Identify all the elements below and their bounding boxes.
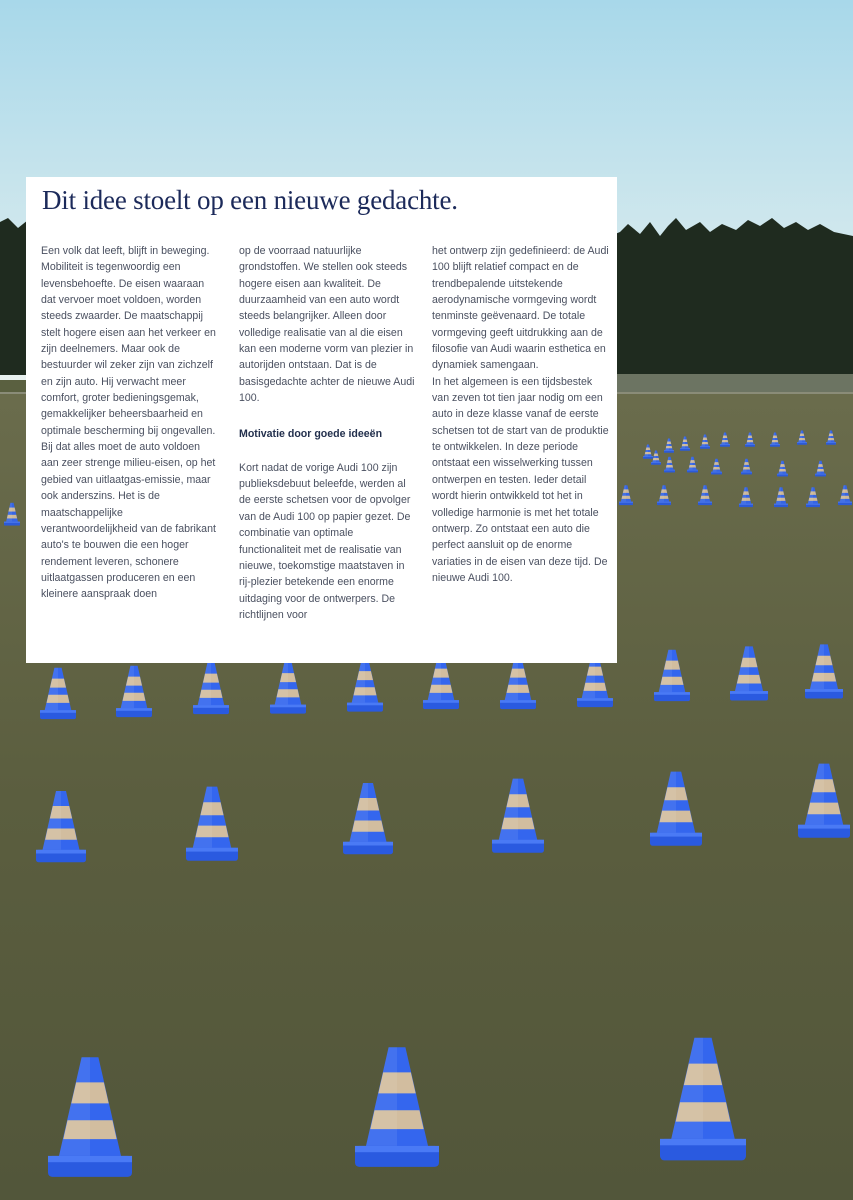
column1-text: Een volk dat leeft, blijft in beweging. Mobiliteit is tegenwoordig een levensbehoefte. De eisen waaraan dat vervoer moet voldoen, worden steeds zwaarder. De maatschappij stelt hogere eisen aan het verkeer en zijn deelnemers. Maar ook de bestuurder wil zeker zijn van zichzelf en zijn auto. Hij verwacht meer comfort, groter bedieningsgemak, gemakkelijker beheersbaarheid en optimale bescherming bij ongevallen. Bij dat alles moet de auto voldoen aan zeer strenge milieu-eisen, op het gebied van uitlaatgas-emissie, maar ook anderszins. Het is de maatschappelijke verantwoordelijkheid van de fabrikant auto's te bouwen die een hoger rendement leveren, schonere uitlaatgassen produceren en een kleinere aanspraak doen	[41, 245, 216, 601]
text-column-1	[41, 243, 219, 603]
section-subheading: Motivatie door goede ideeën	[239, 428, 383, 441]
headline: Dit idee stoelt op een nieuwe gedachte.	[42, 185, 458, 215]
column3-top-text: het ontwerp zijn gedefinieerd: de Audi 100 blijft relatief compact en de trendbepalende uitstekende aerodynamische vormgeving wordt tenminste geëvenaard. De totale vormgeving geeft uitdrukking aan de filosofie van Audi waarin esthetica en dynamiek samengaan.	[432, 245, 609, 372]
column3-bottom-text: In het algemeen is een tijdsbestek van zeven tot tien jaar nodig om een auto in deze klasse vanaf de eerste schetsen tot de start van de produktie te ontwikkelen. In deze periode ontstaat een wisselwerking tussen ontwerpen en testen. Ieder detail wordt hierin ontwikkeld tot het in volledige harmonie is met het totale ontwerp. Zo ontstaat een auto die perfect aansluit op de enorme variaties in de eisen van deze tijd. De nieuwe Audi 100.	[432, 375, 609, 584]
text-column-3	[432, 243, 610, 586]
column2-top-text: op de voorraad natuurlijke grondstoffen. We stellen ook steeds hogere eisen aan kwaliteit. De duurzaamheid van een auto wordt steeds belangrijker. Alleen door volledige realisatie van al die eisen kan een moderne vorm van plezier in autorijden ontstaan. Dat is de basisgedachte achter de nieuwe Audi 100.	[239, 245, 415, 405]
column2-bottom-text: Kort nadat de vorige Audi 100 zijn publieksdebuut beleefde, werden al de eerste schetsen voor de opvolger van de Audi 100 op papier gezet. De combinatie van optimale functionaliteit met de realisatie van nieuwe, toekomstige maatstaven in rij-plezier betekende een enorme uitdaging voor de ontwerpers. De richtlijnen voor	[239, 461, 411, 621]
text-column-2	[239, 243, 417, 623]
article-text-box	[26, 177, 617, 663]
